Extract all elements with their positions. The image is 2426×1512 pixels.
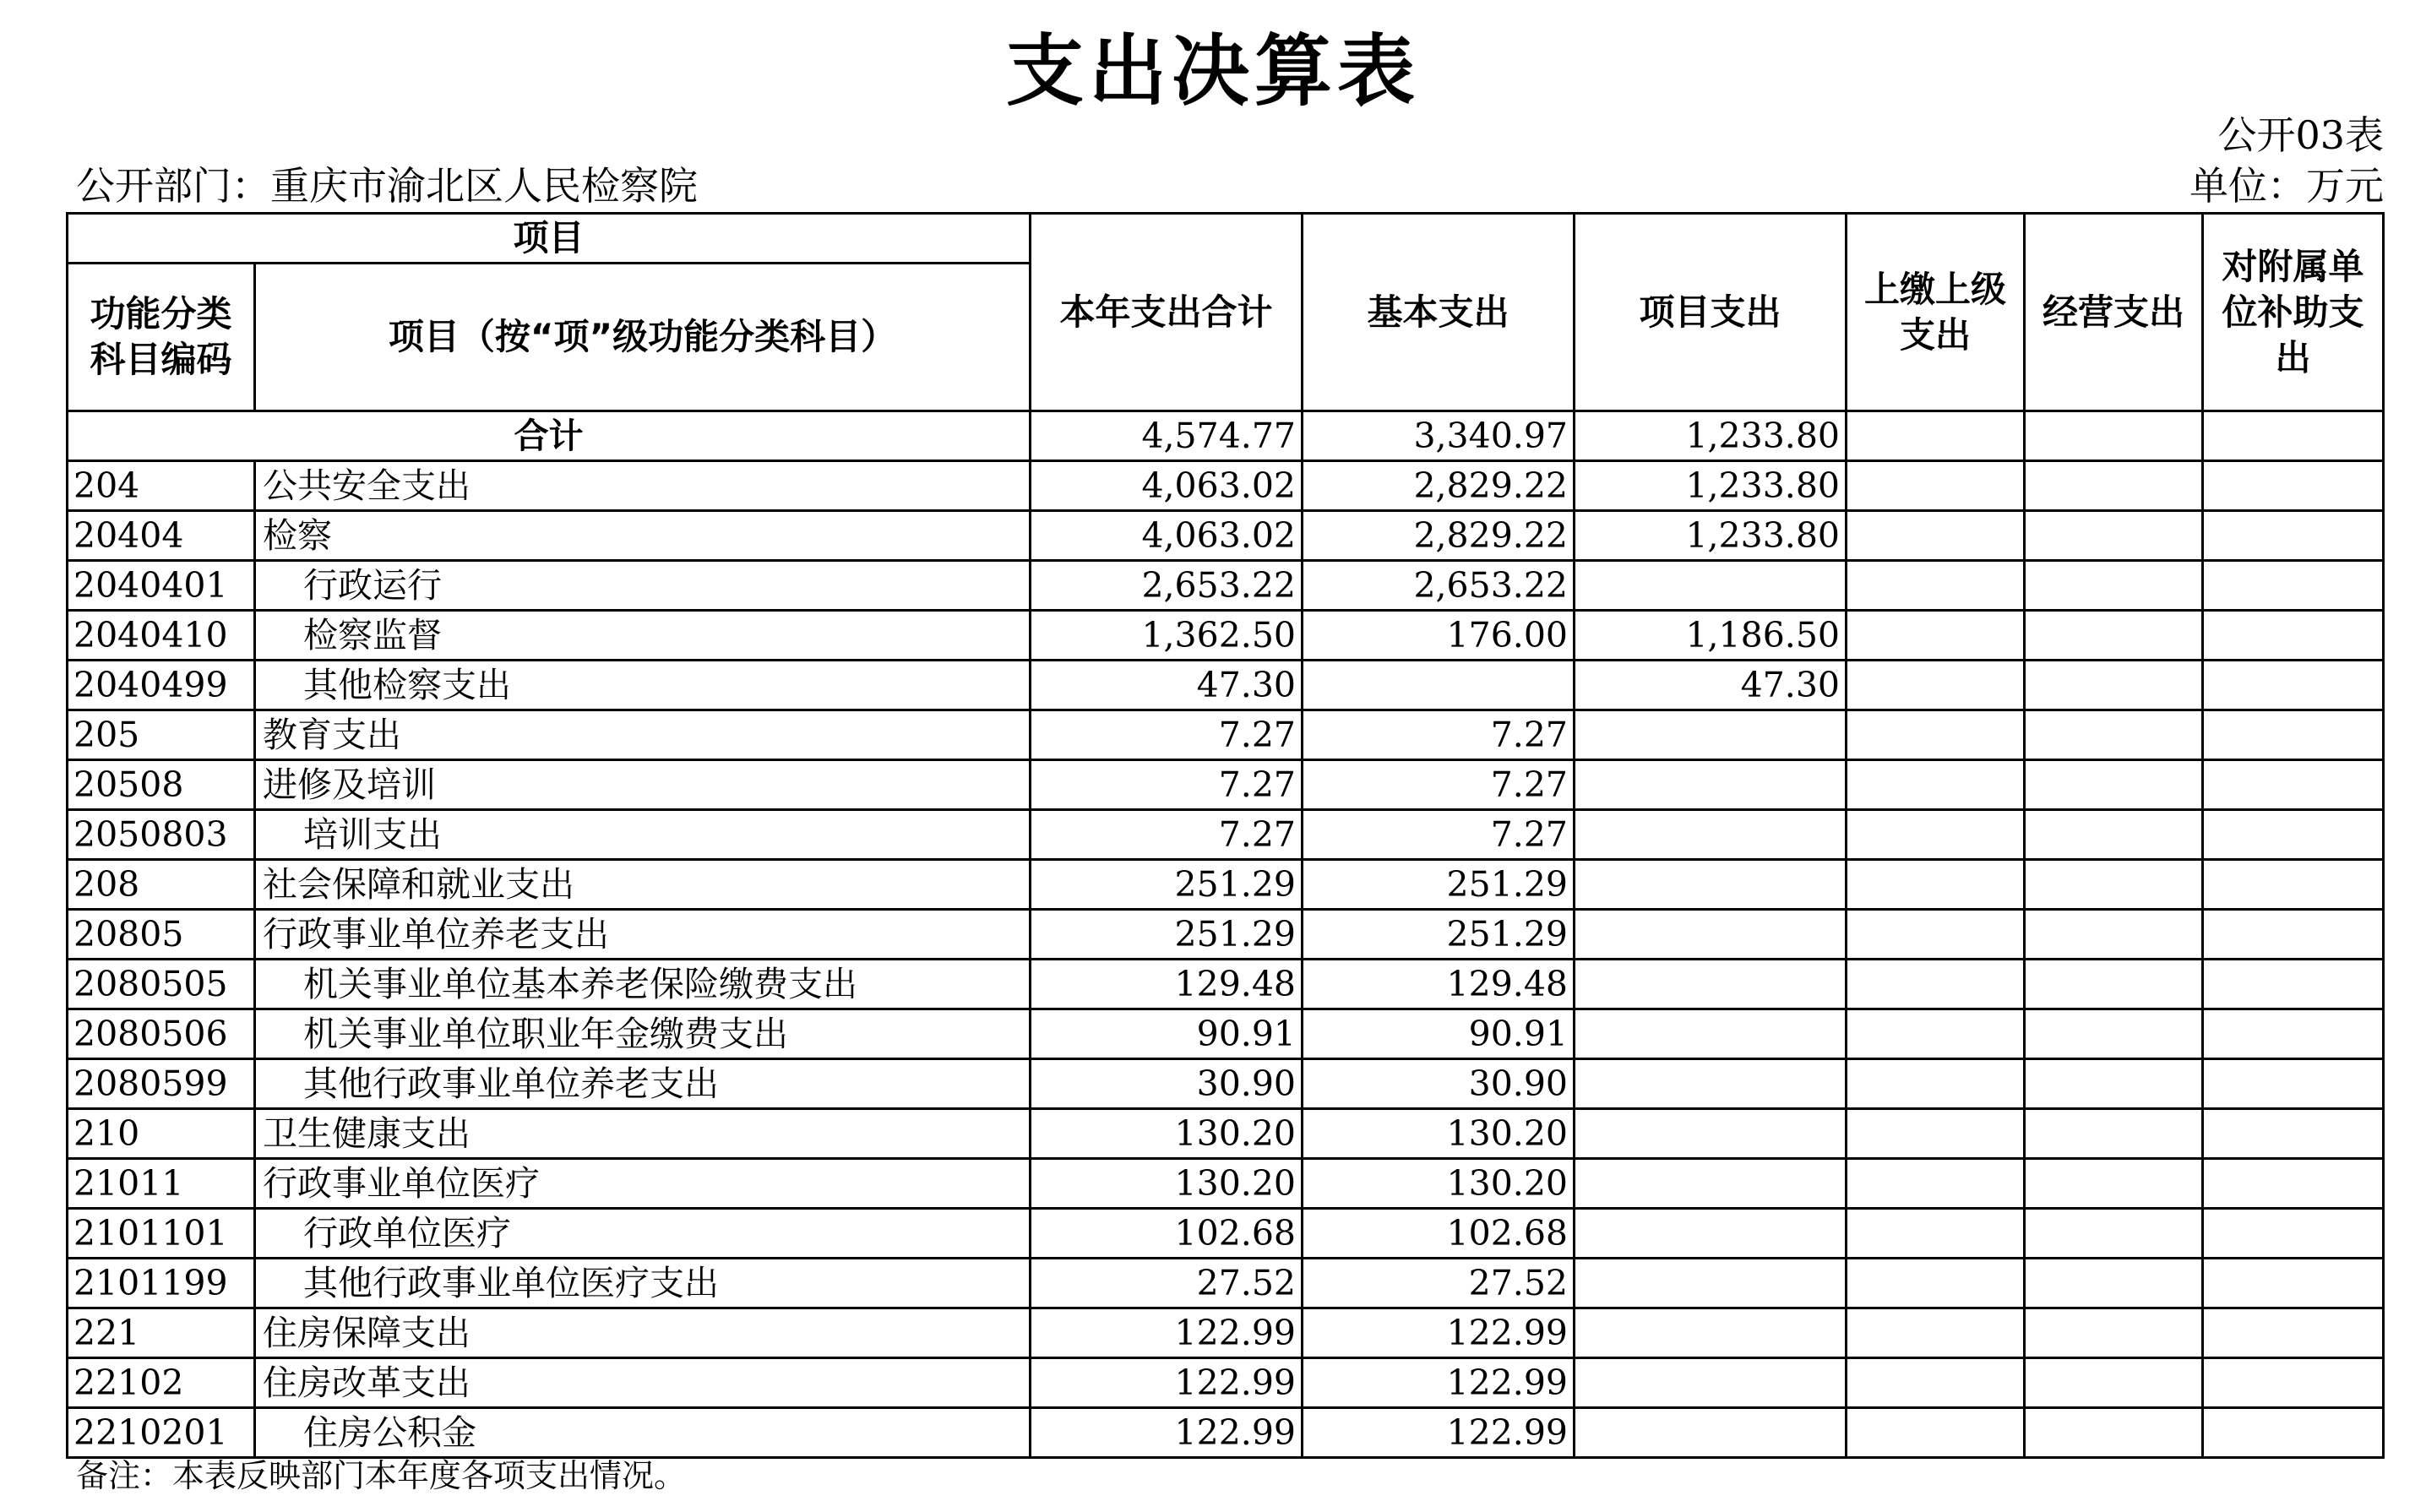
footnote: 备注：本表反映部门本年度各项支出情况。 xyxy=(76,1457,687,1494)
header-subsidy: 对附属单位补助支出 xyxy=(2203,214,2384,411)
row-business xyxy=(2025,860,2203,910)
row-upper xyxy=(1847,1308,2025,1358)
row-business xyxy=(2025,760,2203,810)
row-basic: 122.99 xyxy=(1303,1308,1575,1358)
row-name: 机关事业单位职业年金缴费支出 xyxy=(255,1009,1031,1059)
row-project xyxy=(1575,960,1847,1009)
row-total: 4,063.02 xyxy=(1031,511,1303,561)
row-code: 2050803 xyxy=(68,810,255,860)
row-name: 住房保障支出 xyxy=(255,1308,1031,1358)
row-total: 251.29 xyxy=(1031,910,1303,960)
row-project xyxy=(1575,1308,1847,1358)
row-project: 47.30 xyxy=(1575,661,1847,710)
header-basic: 基本支出 xyxy=(1303,214,1575,411)
row-project xyxy=(1575,1009,1847,1059)
row-total: 122.99 xyxy=(1031,1358,1303,1408)
row-total: 1,362.50 xyxy=(1031,611,1303,661)
table-row xyxy=(68,760,2384,810)
row-total: 251.29 xyxy=(1031,860,1303,910)
row-total: 47.30 xyxy=(1031,661,1303,710)
row-total: 7.27 xyxy=(1031,810,1303,860)
row-total: 30.90 xyxy=(1031,1059,1303,1109)
row-name: 行政单位医疗 xyxy=(255,1209,1031,1259)
table-row xyxy=(68,1408,2384,1458)
header-total: 本年支出合计 xyxy=(1031,214,1303,411)
row-basic xyxy=(1303,661,1575,710)
row-business xyxy=(2025,960,2203,1009)
table-row xyxy=(68,1059,2384,1109)
row-subsidy xyxy=(2203,1308,2384,1358)
row-business xyxy=(2025,661,2203,710)
row-basic: 30.90 xyxy=(1303,1059,1575,1109)
row-business xyxy=(2025,1209,2203,1259)
row-project xyxy=(1575,561,1847,611)
row-basic: 129.48 xyxy=(1303,960,1575,1009)
row-business xyxy=(2025,1358,2203,1408)
row-name: 其他检察支出 xyxy=(255,661,1031,710)
row-total: 122.99 xyxy=(1031,1308,1303,1358)
table-row xyxy=(68,1308,2384,1358)
row-code: 2101101 xyxy=(68,1209,255,1259)
header-upper: 上缴上级支出 xyxy=(1847,214,2025,411)
total-label: 合计 xyxy=(68,411,1031,461)
row-project xyxy=(1575,860,1847,910)
row-subsidy xyxy=(2203,810,2384,860)
row-project xyxy=(1575,760,1847,810)
row-subsidy xyxy=(2203,760,2384,810)
row-basic: 2,829.22 xyxy=(1303,511,1575,561)
row-code: 20508 xyxy=(68,760,255,810)
row-total: 7.27 xyxy=(1031,710,1303,760)
row-project xyxy=(1575,710,1847,760)
table-row xyxy=(68,860,2384,910)
row-subsidy xyxy=(2203,1059,2384,1109)
row-subsidy xyxy=(2203,611,2384,661)
row-subsidy xyxy=(2203,511,2384,561)
row-total: 130.20 xyxy=(1031,1159,1303,1209)
row-business xyxy=(2025,561,2203,611)
row-total: 129.48 xyxy=(1031,960,1303,1009)
row-upper xyxy=(1847,1159,2025,1209)
table-row xyxy=(68,1009,2384,1059)
row-upper xyxy=(1847,511,2025,561)
row-basic: 130.20 xyxy=(1303,1159,1575,1209)
row-basic: 7.27 xyxy=(1303,760,1575,810)
row-project: 1,233.80 xyxy=(1575,511,1847,561)
row-name: 行政运行 xyxy=(255,561,1031,611)
row-total: 90.91 xyxy=(1031,1009,1303,1059)
row-project xyxy=(1575,910,1847,960)
table-row xyxy=(68,1159,2384,1209)
row-code: 2210201 xyxy=(68,1408,255,1458)
row-total: 102.68 xyxy=(1031,1209,1303,1259)
header-code: 功能分类科目编码 xyxy=(68,264,255,411)
row-name: 公共安全支出 xyxy=(255,461,1031,511)
row-basic: 2,829.22 xyxy=(1303,461,1575,511)
row-project xyxy=(1575,1358,1847,1408)
row-upper xyxy=(1847,1009,2025,1059)
total-basic: 3,340.97 xyxy=(1303,411,1575,461)
total-business xyxy=(2025,411,2203,461)
row-subsidy xyxy=(2203,1408,2384,1458)
table-row xyxy=(68,561,2384,611)
row-basic: 90.91 xyxy=(1303,1009,1575,1059)
row-code: 204 xyxy=(68,461,255,511)
row-upper xyxy=(1847,1209,2025,1259)
row-name: 其他行政事业单位养老支出 xyxy=(255,1059,1031,1109)
form-number: 公开03表 xyxy=(2217,112,2384,158)
row-upper xyxy=(1847,561,2025,611)
row-upper xyxy=(1847,1259,2025,1308)
page-title: 支出决算表 xyxy=(1005,26,1420,117)
row-code: 210 xyxy=(68,1109,255,1159)
row-code: 221 xyxy=(68,1308,255,1358)
row-business xyxy=(2025,810,2203,860)
table-row xyxy=(68,710,2384,760)
row-upper xyxy=(1847,1109,2025,1159)
row-code: 205 xyxy=(68,710,255,760)
row-code: 2080506 xyxy=(68,1009,255,1059)
row-upper xyxy=(1847,1358,2025,1408)
row-code: 2080599 xyxy=(68,1059,255,1109)
row-name: 其他行政事业单位医疗支出 xyxy=(255,1259,1031,1308)
row-project: 1,233.80 xyxy=(1575,461,1847,511)
row-subsidy xyxy=(2203,1209,2384,1259)
row-upper xyxy=(1847,1059,2025,1109)
row-project xyxy=(1575,1408,1847,1458)
row-subsidy xyxy=(2203,1259,2384,1308)
row-basic: 251.29 xyxy=(1303,860,1575,910)
header-business: 经营支出 xyxy=(2025,214,2203,411)
row-subsidy xyxy=(2203,461,2384,511)
header-item-name: 项目（按“项”级功能分类科目） xyxy=(255,264,1031,411)
unit-label: 单位：万元 xyxy=(2189,163,2384,209)
table-row xyxy=(68,461,2384,511)
row-subsidy xyxy=(2203,661,2384,710)
row-upper xyxy=(1847,860,2025,910)
row-upper xyxy=(1847,760,2025,810)
table-row xyxy=(68,1109,2384,1159)
row-subsidy xyxy=(2203,1358,2384,1408)
row-business xyxy=(2025,710,2203,760)
row-basic: 102.68 xyxy=(1303,1209,1575,1259)
department-label: 公开部门：重庆市渝北区人民检察院 xyxy=(76,163,698,209)
row-name: 社会保障和就业支出 xyxy=(255,860,1031,910)
row-total: 122.99 xyxy=(1031,1408,1303,1458)
row-project xyxy=(1575,1159,1847,1209)
row-subsidy xyxy=(2203,561,2384,611)
row-name: 检察监督 xyxy=(255,611,1031,661)
row-business xyxy=(2025,1109,2203,1159)
table-row xyxy=(68,611,2384,661)
row-code: 2080505 xyxy=(68,960,255,1009)
row-code: 208 xyxy=(68,860,255,910)
row-subsidy xyxy=(2203,910,2384,960)
row-total: 130.20 xyxy=(1031,1109,1303,1159)
row-project xyxy=(1575,1059,1847,1109)
header-row-1 xyxy=(68,214,2384,264)
row-code: 2101199 xyxy=(68,1259,255,1308)
row-upper xyxy=(1847,960,2025,1009)
row-name: 机关事业单位基本养老保险缴费支出 xyxy=(255,960,1031,1009)
row-project xyxy=(1575,810,1847,860)
row-basic: 130.20 xyxy=(1303,1109,1575,1159)
row-name: 检察 xyxy=(255,511,1031,561)
row-total: 2,653.22 xyxy=(1031,561,1303,611)
table-row xyxy=(68,661,2384,710)
row-name: 卫生健康支出 xyxy=(255,1109,1031,1159)
row-upper xyxy=(1847,910,2025,960)
row-business xyxy=(2025,461,2203,511)
row-basic: 122.99 xyxy=(1303,1358,1575,1408)
row-subsidy xyxy=(2203,960,2384,1009)
row-basic: 122.99 xyxy=(1303,1408,1575,1458)
row-upper xyxy=(1847,810,2025,860)
table-row xyxy=(68,960,2384,1009)
table-row xyxy=(68,1259,2384,1308)
table-row xyxy=(68,1209,2384,1259)
row-total: 7.27 xyxy=(1031,760,1303,810)
row-basic: 27.52 xyxy=(1303,1259,1575,1308)
row-upper xyxy=(1847,461,2025,511)
row-project xyxy=(1575,1109,1847,1159)
row-basic: 7.27 xyxy=(1303,710,1575,760)
row-subsidy xyxy=(2203,1109,2384,1159)
row-upper xyxy=(1847,1408,2025,1458)
row-basic: 176.00 xyxy=(1303,611,1575,661)
row-code: 2040499 xyxy=(68,661,255,710)
row-code: 2040410 xyxy=(68,611,255,661)
row-upper xyxy=(1847,661,2025,710)
row-business xyxy=(2025,611,2203,661)
expenditure-table xyxy=(66,212,2385,1459)
row-name: 住房公积金 xyxy=(255,1408,1031,1458)
row-code: 21011 xyxy=(68,1159,255,1209)
row-name: 行政事业单位医疗 xyxy=(255,1159,1031,1209)
row-business xyxy=(2025,1259,2203,1308)
row-name: 住房改革支出 xyxy=(255,1358,1031,1408)
row-subsidy xyxy=(2203,710,2384,760)
row-business xyxy=(2025,910,2203,960)
row-name: 行政事业单位养老支出 xyxy=(255,910,1031,960)
row-business xyxy=(2025,1059,2203,1109)
row-business xyxy=(2025,1159,2203,1209)
row-name: 进修及培训 xyxy=(255,760,1031,810)
row-total: 4,063.02 xyxy=(1031,461,1303,511)
total-upper xyxy=(1847,411,2025,461)
row-basic: 7.27 xyxy=(1303,810,1575,860)
total-project: 1,233.80 xyxy=(1575,411,1847,461)
total-sum: 4,574.77 xyxy=(1031,411,1303,461)
table-row xyxy=(68,1358,2384,1408)
header-item-group: 项目 xyxy=(68,214,1031,264)
row-code: 20805 xyxy=(68,910,255,960)
row-project: 1,186.50 xyxy=(1575,611,1847,661)
row-project xyxy=(1575,1259,1847,1308)
row-business xyxy=(2025,1408,2203,1458)
row-business xyxy=(2025,1009,2203,1059)
row-upper xyxy=(1847,611,2025,661)
row-code: 20404 xyxy=(68,511,255,561)
header-project: 项目支出 xyxy=(1575,214,1847,411)
row-total: 27.52 xyxy=(1031,1259,1303,1308)
row-subsidy xyxy=(2203,860,2384,910)
row-business xyxy=(2025,1308,2203,1358)
row-code: 22102 xyxy=(68,1358,255,1408)
row-basic: 2,653.22 xyxy=(1303,561,1575,611)
row-basic: 251.29 xyxy=(1303,910,1575,960)
table-row xyxy=(68,810,2384,860)
total-row xyxy=(68,411,2384,461)
total-subsidy xyxy=(2203,411,2384,461)
table-row xyxy=(68,511,2384,561)
row-business xyxy=(2025,511,2203,561)
table-row xyxy=(68,910,2384,960)
row-subsidy xyxy=(2203,1009,2384,1059)
row-project xyxy=(1575,1209,1847,1259)
row-upper xyxy=(1847,710,2025,760)
row-name: 教育支出 xyxy=(255,710,1031,760)
row-name: 培训支出 xyxy=(255,810,1031,860)
row-code: 2040401 xyxy=(68,561,255,611)
row-subsidy xyxy=(2203,1159,2384,1209)
